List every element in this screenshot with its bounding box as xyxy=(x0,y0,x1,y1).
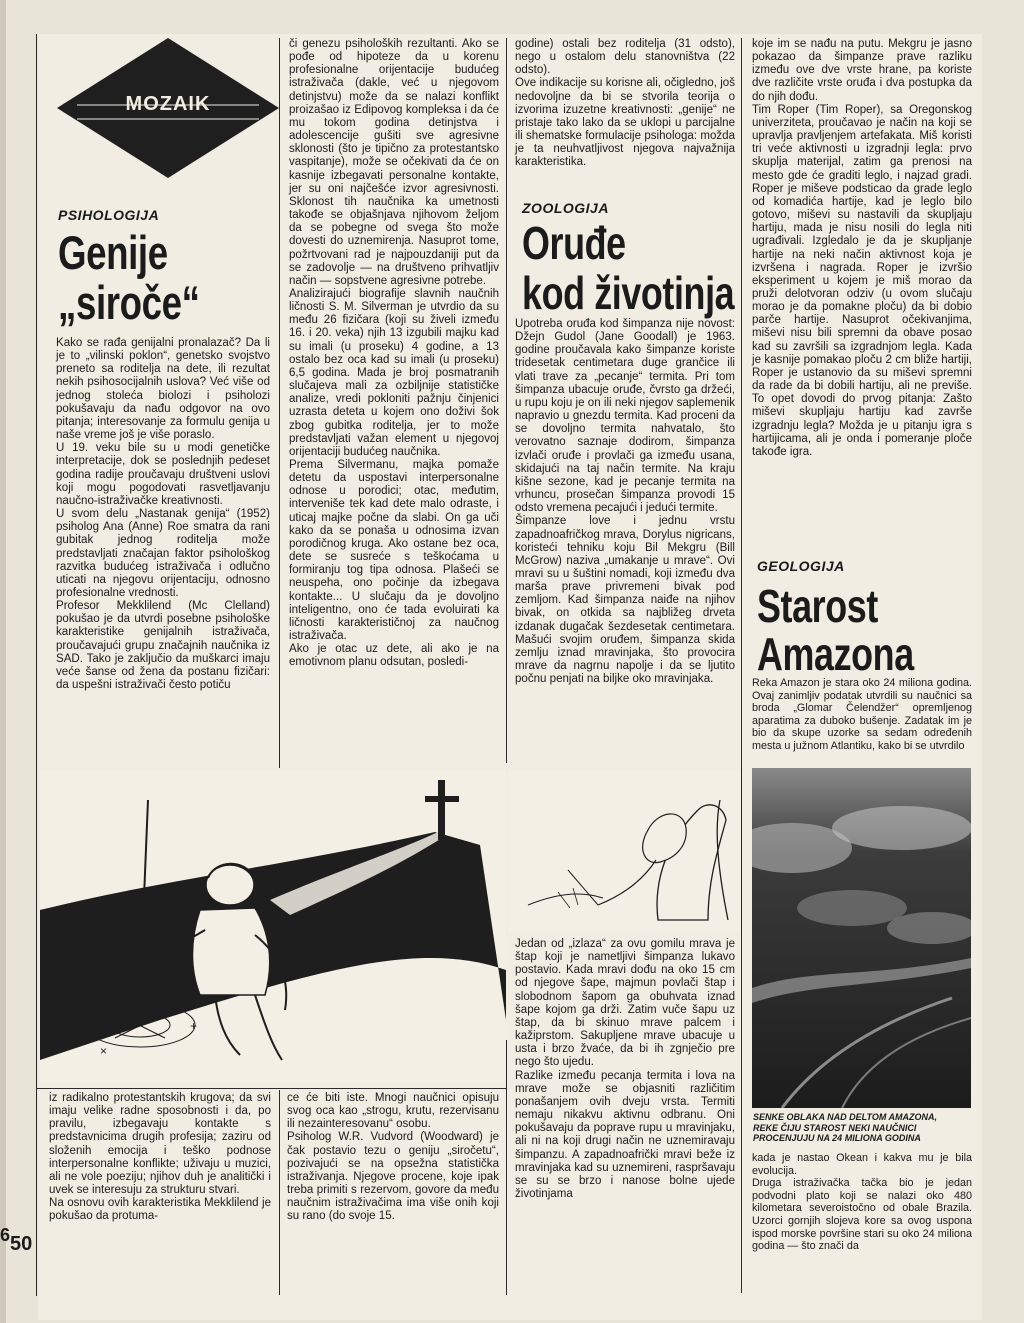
chimpanzee-illustration xyxy=(508,770,740,932)
amazon-delta-photo xyxy=(752,768,971,1108)
section-label-psihologija: PSIHOLOGIJA xyxy=(58,207,160,223)
headline-genije: Genije „siroče“ xyxy=(58,226,200,329)
photo-caption: SENKE OBLAKA NAD DELTOM AMAZONA, REKE ČIJU STAROST NEKI NAUČNICI PROCENJUJU NA 24 MILIONA GODINA xyxy=(753,1112,937,1143)
mozaik-logo-text: MOZAIK xyxy=(125,93,211,115)
edge-mark: 6 xyxy=(0,1225,11,1245)
continued-col4: koje im se nađu na putu. Mekgru je jasno pokazao da šimpanze prave razliku između ove dve vrste hrane, pa koriste dve različite vrste oruđa i dva postupka da do njih dođu. Tim Roper (Tim Roper), sa Oregonskog univerziteta, proučavao je način na koji se upravlja pravljenjem artefakata. Miš koristi tri veće aktivnosti u izgradnji legla: prvo skuplja materijal, zatim ga prenosi na mesto gde će graditi leglo, i najzad gradi. Roper je miševe podsticao da grade leglo od komadića hartije, kad je leglo bilo gotovo, miševi su nastavili da skupljaju hartiju, mada je nisu nosili do legla niti ugrađivali. Izgledalo je da je skupljanje hartije na neki način aktivnost koja je izvršena i nagrada. Roper je izvršio eksperiment u kojem je miš morao da pruži delotvoran odziv (u ovom slučaju morao je da pomakne ploču) da bi dobio parče hartije. Nasuprot očekivanjima, miševi nisu bili spremni da obave posao kad su završili sa izgradnjom legla. Kada je kasnije pomakao ploču 2 cm bliže hartiji, Roper je ustanovio da su miševi spremni da rade da bi dobili hartiju, ali ne previše. To opet dovodi do prvog pitanja: Zašto miševi skupljaju hartiju kad završe izgradnju legla? Možda je u pitanju igra s hartijicama, ali je onda i pomeranje ploče takođe igra. xyxy=(752,38,972,458)
page-left-rule xyxy=(36,34,37,1296)
page-number: 50 xyxy=(10,1233,33,1255)
geologija-intro: Reka Amazon je stara oko 24 miliona godina. Ovaj zanimljiv podatak utvrdili su naučnici sa broda „Glomar Čelendžer“ opremljenog aparatima za duboko bušenje. Zadatak im je bio da skupe uzorke sa sedam određenih mesta u južnom Atlantiku, kako bi se utvrdilo xyxy=(752,677,972,752)
column-rule xyxy=(279,1090,280,1295)
genius-orphan-cartoon xyxy=(40,770,506,1082)
horizontal-rule xyxy=(36,1088,506,1089)
page-edge xyxy=(0,0,6,1323)
psihologija-bottom2: ce će biti iste. Mnogi naučnici opisuju svog oca kao „strogu, krutu, rezervisanu ili nezainteresovanu“ osobu. Psiholog W.R. Vudvord (Woodward) je čak postavio tezu o geniju „siročetu“, pozivajući se na opsežna statistička istraživanja. Njegove procene, koje ipak treba primiti s rezervom, govore da među naučnim istraživačima ima više onih koji su rano (do svoje 15. xyxy=(287,1092,499,1223)
zoologija-top-text: godine) ostali bez roditelja (31 odsto), nego u ostalom delu stanovništva (22 odsto). Ove indikacije su korisne ali, očigledno, još nedovoljne da bi se stvorila teorija o izvorima izuzetne kreativnosti: „genije“ ne pristaje tako lako da se uklopi u parcijalne ili shematske formulacije psihologa: možda je ta neuhvatljivost njegova najvažnija karakteristika. xyxy=(515,38,735,169)
column-rule xyxy=(506,38,507,763)
svg-text:×: × xyxy=(100,1044,108,1058)
psihologija-col1: Kako se rađa genijalni pronalazač? Da li je to „vilinski poklon“, genetsko svojstvo preneto sa roditelja na dete, ili rezultat nekih psihosocijalnih uslova? Već više od jednog stoleća biolozi i psiholozi pokušavaju da nađu odgovor na ovo pitanja; interesovanje za formulu genija u naše vreme još je više poraslo. U 19. veku bile su u modi genetičke interpretacije, dok se poslednjih pedeset godina radije proučavaju društveni uslovi koji mogu pogodovati rasvetljavanju naučno-istraživačke kreativnosti. U svom delu „Nastanak genija“ (1952) psiholog Ana (Anne) Roe smatra da rani gubitak jednog roditelja može predstavljati značajan faktor psihološkog razvitka budućeg istraživača i odlučno uticati na njegovu orijentaciju, odnosno profesionalne vrednosti. Profesor Mekklilend (Mc Clelland) pokušao je da utvrdi posebne psihološke karakteristike genijalnih istraživača, proučavajući grupu značajnih naučnika iz SAD. Tako je zaključio da muškarci imaju veće šanse od žena da postanu fizičari: da uspešni istraživači često potiču xyxy=(56,337,270,692)
column-rule xyxy=(279,38,280,768)
section-label-geologija: GEOLOGIJA xyxy=(757,558,845,574)
geologija-outro: kada je nastao Okean i kakva mu je bila evolucija. Druga istraživačka tačka bio je jedan podvodni plato koji se nalazi oko 480 kilometara severoistočno od obale Brazila. Uzorci gornjih slojeva kore sa ovog uspona ispod morske površine stari su oko 24 miliona godina — što znači da xyxy=(752,1152,972,1253)
svg-text:+: + xyxy=(190,1019,198,1033)
zoologija-body: Upotreba oruđa kod šimpanza nije novost: Džejn Gudol (Jane Goodall) je 1963. godine proučavala kako šimpanze koriste tridesetak centimetara duge grančice ili vlati trave za „pecanje“ termita. Pri tom šimpanza ubacuje oruđe, čvrsto ga držeći, u rupu koju je on ili neki njegov saplemenik napravio u gnezdu termita. Kad proceni da se dovoljno termita nahvatalo, što verovatno saznaje dodirom, šimpanza izvlači oruđe i provlači ga između usana, skidajući na taj način termite. Na kraju kišne sezone, kad je pecanje termita na vrhuncu, prosečan šimpanza provodi 15 odsto vremena pecajući i jedući termite. Šimpanze love i jednu vrstu zapadnoafričkog mrava, Dorylus nigricans, koristeći tehniku koju Bil Mekgru (Bill McGrow) naziva „umakanje u mrave“. Ovi mravi su u šuštini nomadi, koji između dva marša prave privremeni bivak pod zemljom. Kad šimpanza naiđe na njihov bivak, on otkida sa najbližeg drveta izdanak dugačak šezdesetak centimetara. Mašući svojim oruđem, šimpanza skida zemlju iznad mravinjaka, što provocira mrave da nagrnu napolje i da se ljutito počnu penjati na biljke oko mravinjaka. xyxy=(515,318,735,686)
column-rule xyxy=(506,1040,507,1295)
column-rule xyxy=(741,38,742,1293)
section-label-zoologija: ZOOLOGIJA xyxy=(522,200,609,216)
svg-text:+: + xyxy=(70,997,78,1011)
zoologija-lower-text: Jedan od „izlaza“ za ovu gomilu mrava je štap koji je nametljivi šimpanza lukavo postavio. Kada mravi dođu na oko 15 cm od njegove šape, majmun povlači štap i slobodnom šapom ga obuhvata iznad šape kojom ga drži. Zatim vuče šapu uz štap, da bi skinuo mrave palcem i kažiprstom. Sakupljene mrave ubacuje u usta i brzo žvaće, da bi ih zgnječio pre nego što ujedu. Razlike između pecanja termita i lova na mrave može se objasniti različitim ponašanjem ovih dveju vrsta. Termiti nemaju nikakvu aktivnu odbranu. Oni pokušavaju da poprave rupu u mravinjaku, ali ni na koji drugi način ne uznemiravaju šimpanzu. A zapadnoafrički mravi beže iz mravinjaka kad su uznemireni, raspršavaju se su se brzo i nanose bolne ujede životinjama xyxy=(515,938,735,1200)
psihologija-bottom1: iz radikalno protestantskih krugova; da svi imaju velike radne sposobnosti i da, po pravilu, izbegavaju kontakte s predstavnicima drugih profesija; zaziru od složenih emocija i teško podnose interpersonalne konflikte; uživaju u muzici, ali ne vole poeziju; njihov duh je analitički i uvek se interesuju za strukturu stvari. Na osnovu ovih karakteristika Mekklilend je pokušao da protuma- xyxy=(49,1092,271,1223)
headline-starost-amazona: Starost Amazona xyxy=(757,580,914,680)
headline-orudje: Oruđe kod životinja xyxy=(522,217,735,319)
psihologija-col2: či genezu psiholoških rezultanti. Ako se pođe od hipoteze da u korenu profesionalne orijentacije budućeg istraživača (dakle, već u njegovom detinjstvu) može da se nalazi konflikt proizašao iz Edipovog kompleksa i da će mu tokom godina detinjstva i adolescencije gušiti sve agresivne sklonosti (što je tipično za protestantsko vaspitanje), može se očekivati da će on kasnije izbegavati personalne kontakte, jer su oni najčešće izvor agresivnosti. Sklonost tih naučnika ka umetnosti takođe se objašnjava njihovom željom da se pobegne od svega što može dovesti do uznemirenja. Nasuprot tome, požrtvovani rad je najpouzdaniji put da se zadovolje — na društveno prihvatljiv način — sopstvene agresivne potrebe. Analizirajući biografije slavnih naučnih ličnosti S. M. Silverman je utvrdio da su među 26 fizičara (koji su živeli između 16. i 20. veka) njih 13 izgubili majku kad su imali (u proseku) 4 godine, a 13 ostalo bez oca kad su imali (u proseku) 6,5 godina. Mada je broj posmatranih slučajeva mali za ozbiljnije statističke analize, vredi pokloniti pažnju činjenici uzrasta deteta u kojem ono doživi šok zbog gubitka roditelja, jer to može predstavljati važan element u njegovoj orijentaciji budućeg naučnika. Prema Silvermanu, majka pomaže detetu da uspostavi interpersonalne odnose u porodici; otac, međutim, interveniše tek kad dete malo odraste, i uticaj majke počne da slabi. On ga uči kako da se ponaša u odnosima izvan porodičnog kruga. Ako ostane bez oca, dete se susreće s teškoćama u formiranju tog tipa odnosa. Plašeći se neuspeha, ono počinje da izbegava kontakte... U slučaju da je dovoljno inteligentno, ono će tada evoluirati ka ličnosti karakterističnoj za naučnog istraživača. Ako je otac uz dete, ali ako je na emotivnom planu odsutan, posledi- xyxy=(289,38,499,669)
